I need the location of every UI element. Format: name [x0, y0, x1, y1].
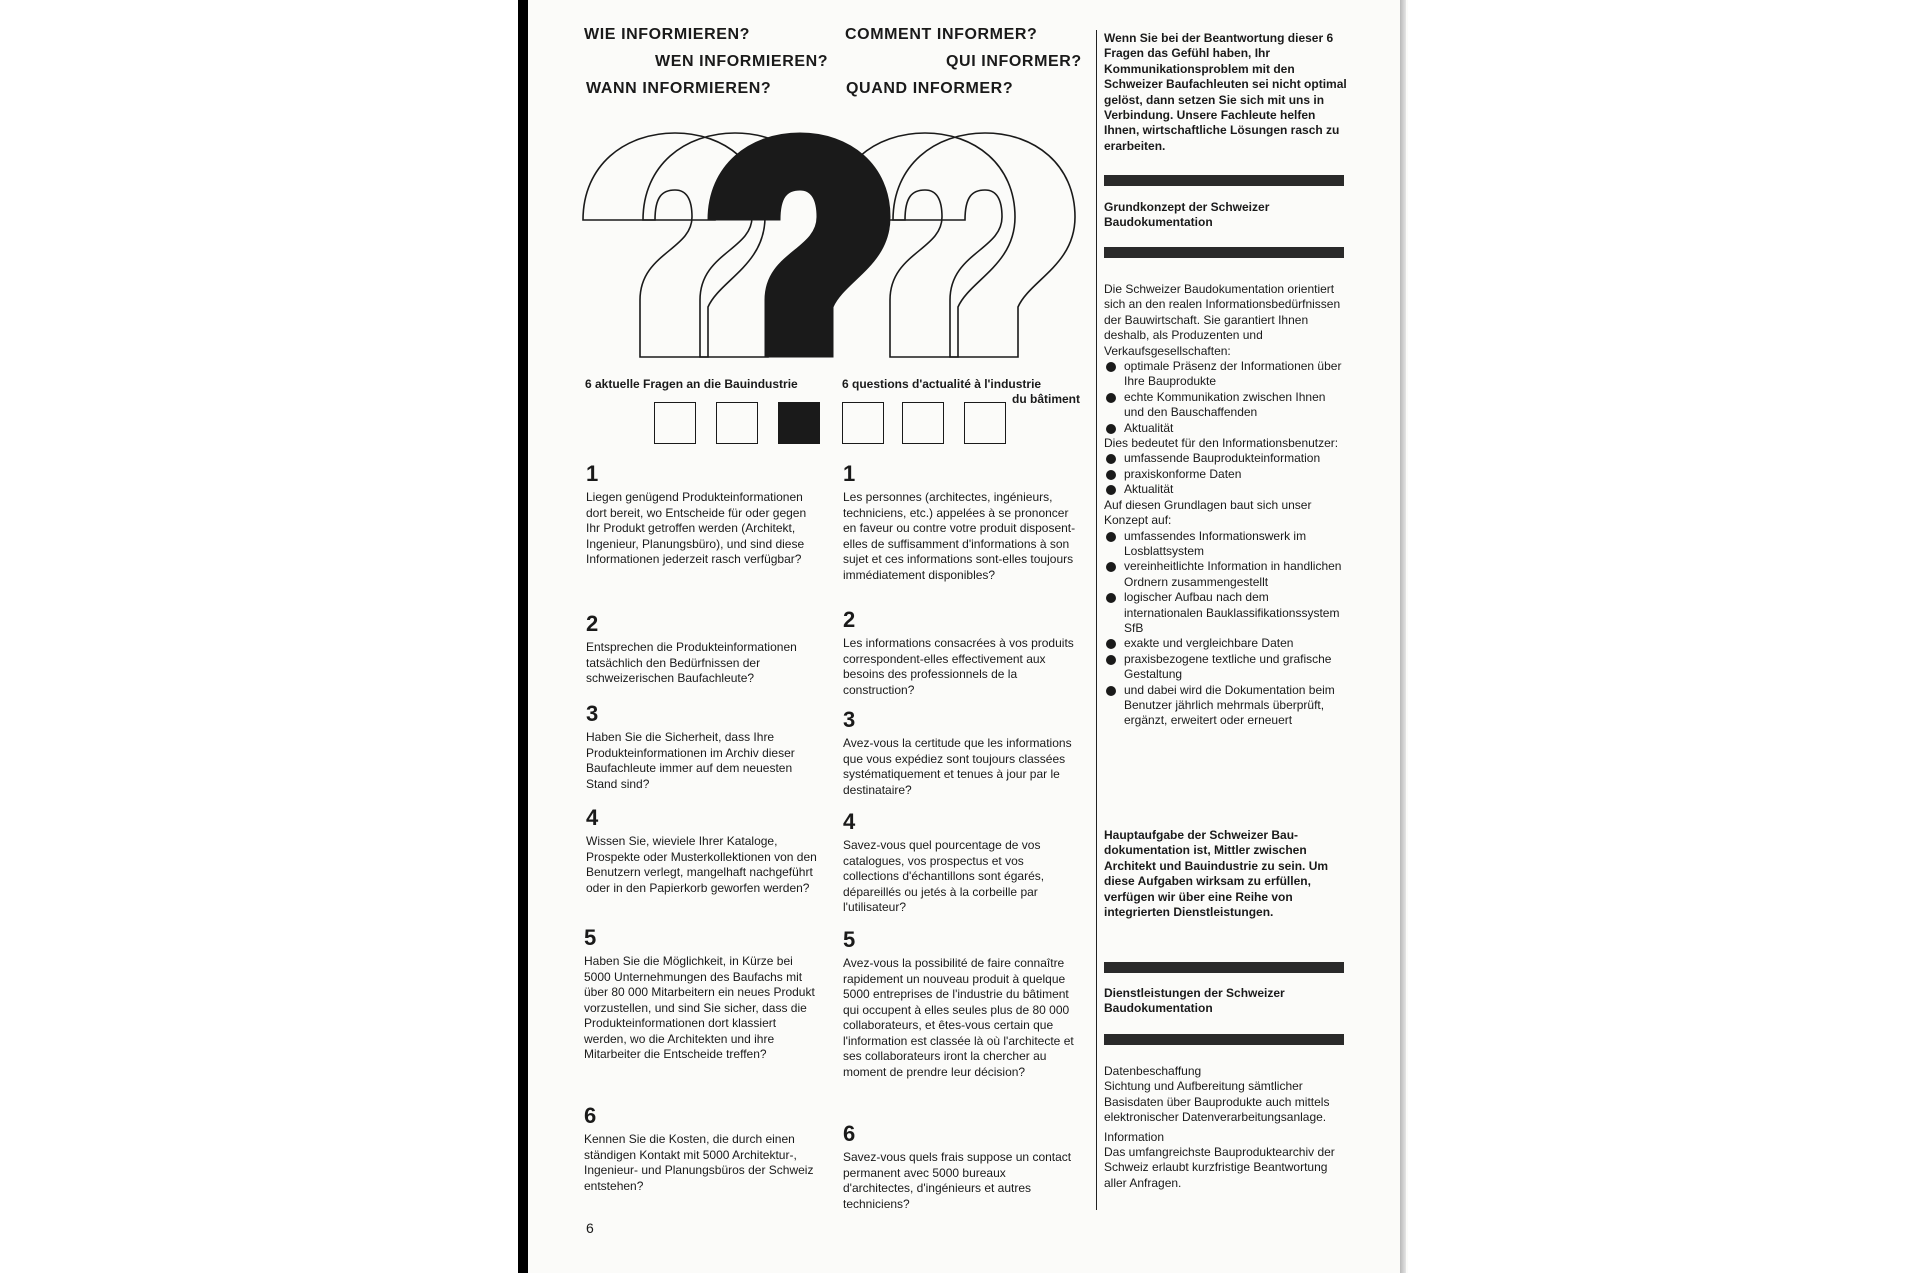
question-number: 3: [586, 701, 599, 726]
question-text: Les personnes (architectes, ingénieurs, techniciens, etc.) appelées à se prononcer en faveur ou contre votre produit disposent-elles de suffisamment d'informations à son sujet et ces informations sont-elles toujours immédiatement disponibles?: [843, 490, 1076, 582]
bullet-item: praxisbezogene textliche und grafische Gestaltung: [1104, 652, 1344, 683]
question-box: [842, 402, 884, 444]
question-text: Haben Sie die Sicherheit, dass Ihre Produkteinformationen im Archiv dieser Baufachleute immer auf dem neuesten Stand sind?: [586, 730, 795, 791]
heading-quand-informer: QUAND INFORMER?: [846, 80, 1014, 97]
question-number: 5: [584, 925, 597, 950]
question-de-6: [584, 1104, 819, 1194]
bullet-item: und dabei wird die Dokumentation beim Benutzer jährlich mehrmals überprüft, ergänzt, erweitert oder erneuert: [1104, 683, 1344, 729]
question-box: [716, 402, 758, 444]
bullet-item: umfassendes Informationswerk im Losblattsystem: [1104, 529, 1344, 560]
question-box: [654, 402, 696, 444]
page-edge-right: [1400, 0, 1406, 1273]
question-de-3: [586, 702, 821, 792]
question-marks-illustration: [580, 125, 1090, 375]
intro-text: Wenn Sie bei der Beantwortung dieser 6 Fragen das Gefühl haben, Ihr Kommunikationsproblem mit den Schweizer Baufachleuten sei nicht optimal gelöst, dann setzen Sie sich mit uns in Verbindung. Unsere Fachleute helfen Ihnen, wirtschaftliche Lösungen rasch zu erarbeiten.: [1104, 31, 1347, 153]
heading-qui-informer: QUI INFORMER?: [946, 53, 1082, 70]
question-fr-5: [843, 928, 1078, 1080]
question-de-5: [584, 926, 819, 1063]
section-bar: [1104, 962, 1344, 973]
service-title: Datenbeschaffung: [1104, 1064, 1202, 1078]
bullet-item: optimale Präsenz der Informationen über Ihre Bauprodukte: [1104, 359, 1344, 390]
question-de-1: [586, 462, 821, 568]
question-text: Kennen Sie die Kosten, die durch einen ständigen Kontakt mit 5000 Architektur-, Ingenieur- und Planungsbüros der Schweiz entstehen?: [584, 1132, 814, 1193]
question-number: 3: [843, 707, 856, 732]
question-text: Liegen genügend Produkteinformationen dort bereit, wo Entscheide für oder gegen Ihr Produkt getroffen werden (Architekt, Ingenieur, Planungsbüro), und sind diese Informationen jederzeit rasch verfügbar?: [586, 490, 807, 566]
bullet-item: Aktualität: [1104, 421, 1344, 436]
column-divider: [1096, 30, 1097, 1210]
caption-fr-line2: du bâtiment: [1012, 392, 1080, 406]
question-text: Savez-vous quels frais suppose un contact permanent avec 5000 bureaux d'architectes, d'ingénieurs et autres techniciens?: [843, 1150, 1072, 1211]
question-fr-2: [843, 608, 1078, 698]
paragraph: Die Schweizer Baudokumentation orientiert sich an den realen Informationsbedürfnissen der Bauwirtschaft. Sie garantiert Ihnen deshalb, als Produzenten und Verkaufsgesellschaften:: [1104, 282, 1341, 358]
grundkonzept-content: [1104, 282, 1344, 729]
section-title-dienstleistungen: Dienstleistungen der Schweizer Baudokumentation: [1104, 986, 1285, 1016]
section-title-grundkonzept: Grundkonzept der Schweizer Baudokumentation: [1104, 200, 1270, 230]
question-text: Entsprechen die Produkteinformationen tatsächlich den Bedürfnissen der schweizerischen Baufachleute?: [586, 640, 797, 685]
question-mark-outline-icon: [893, 133, 1075, 357]
question-number: 4: [586, 805, 599, 830]
bullet-item: exakte und vergleichbare Daten: [1104, 636, 1344, 651]
question-fr-6: [843, 1122, 1078, 1212]
bullet-item: vereinheitlichte Information in handlichen Ordnern zusammengestellt: [1104, 559, 1344, 590]
service-title: Information: [1104, 1129, 1165, 1144]
bullet-item: praxiskonforme Daten: [1104, 467, 1344, 482]
question-fr-3: [843, 708, 1078, 798]
question-fr-4: [843, 810, 1078, 916]
question-text: Haben Sie die Möglichkeit, in Kürze bei 5000 Unternehmungen des Baufachs mit über 80 000 Mitarbeitern ein neues Produkt vorzustellen, und sind Sie sicher, dass die Produkteinformationen dort klassiert werden, wo die Architekten und ihre Mitarbeiter die Entscheide treffen?: [584, 954, 815, 1061]
page-number: 6: [586, 1220, 594, 1236]
question-text: Les informations consacrées à vos produits correspondent-elles effectivement aux besoins des professionnels de la construction?: [843, 636, 1074, 697]
section-bar: [1104, 175, 1344, 186]
paragraph: Dies bedeutet für den Informationsbenutzer:: [1104, 436, 1339, 451]
question-number: 5: [843, 927, 856, 952]
bullet-item: Aktualität: [1104, 482, 1344, 497]
section-bar: [1104, 247, 1344, 258]
heading-wann-informieren: WANN INFORMIEREN?: [586, 80, 772, 97]
question-box: [964, 402, 1006, 444]
paragraph: Auf diesen Grundlagen baut sich unser Konzept auf:: [1104, 497, 1312, 528]
question-number: 4: [843, 809, 856, 834]
heading-comment-informer: COMMENT INFORMER?: [845, 26, 1038, 43]
bullet-item: umfassende Bauprodukteinformation: [1104, 451, 1344, 466]
question-de-2: [586, 612, 821, 687]
service-text: Sichtung und Aufbereitung sämtlicher Basisdaten über Bauprodukte auch mittels elektronischer Datenverarbeitungsanlage.: [1104, 1079, 1330, 1125]
bullet-item: echte Kommunikation zwischen Ihnen und den Bauschaffenden: [1104, 390, 1344, 421]
section-bar: [1104, 1034, 1344, 1045]
caption-de: 6 aktuelle Fragen an die Bauindustrie: [585, 377, 798, 391]
service-text: Das umfangreichste Bauproduktearchiv der Schweiz erlaubt kurzfristige Beantwortung aller Anfragen.: [1104, 1145, 1335, 1190]
caption-fr-line1: 6 questions d'actualité à l'industrie: [842, 377, 1042, 391]
question-number: 2: [843, 607, 856, 632]
question-number: 6: [584, 1103, 597, 1128]
dienstleistungen-content: [1104, 1064, 1344, 1191]
bullet-item: logischer Aufbau nach dem internationalen Bauklassifikationssystem SfB: [1104, 590, 1344, 636]
question-text: Wissen Sie, wieviele Ihrer Kataloge, Prospekte oder Musterkollektionen von den Benutzern verlegt, mangelhaft nachgeführt oder in den Papierkorb geworfen werden?: [586, 834, 817, 895]
question-de-4: [586, 806, 821, 896]
question-fr-1: [843, 462, 1078, 583]
question-text: Avez-vous la possibilité de faire connaître rapidement un nouveau produit à quelque 5000 entreprises de l'industrie du bâtiment qui occupent à elles seules plus de 80 000 collaborateurs, et êtes-vous certain que l'information est classée là où l'architecte et ses collaborateurs iront la chercher au moment de prendre leur décision?: [843, 956, 1074, 1079]
question-number: 2: [586, 611, 599, 636]
question-number: 1: [586, 461, 599, 486]
question-number: 1: [843, 461, 856, 486]
question-box-filled: [778, 402, 820, 444]
question-number: 6: [843, 1121, 856, 1146]
question-text: Savez-vous quel pourcentage de vos catalogues, vos prospectus et vos collections d'échantillons sont égarés, dépareillés ou jetés à la corbeille par l'utilisateur?: [843, 838, 1045, 914]
question-text: Avez-vous la certitude que les informations que vous expédiez sont toujours classées systématiquement et tenues à jour par le destinataire?: [843, 736, 1072, 797]
question-box: [902, 402, 944, 444]
heading-wie-informieren: WIE INFORMIEREN?: [584, 26, 751, 43]
hauptaufgabe-text: Hauptaufgabe der Schweizer Baudokumentation ist, Mittler zwischen Architekt und Bauindustrie zu sein. Um diese Aufgaben wirksam zu erfüllen, verfügen wir über eine Reihe von integrierten Dienstleistungen.: [1104, 828, 1329, 920]
heading-wen-informieren: WEN INFORMIEREN?: [655, 53, 829, 70]
